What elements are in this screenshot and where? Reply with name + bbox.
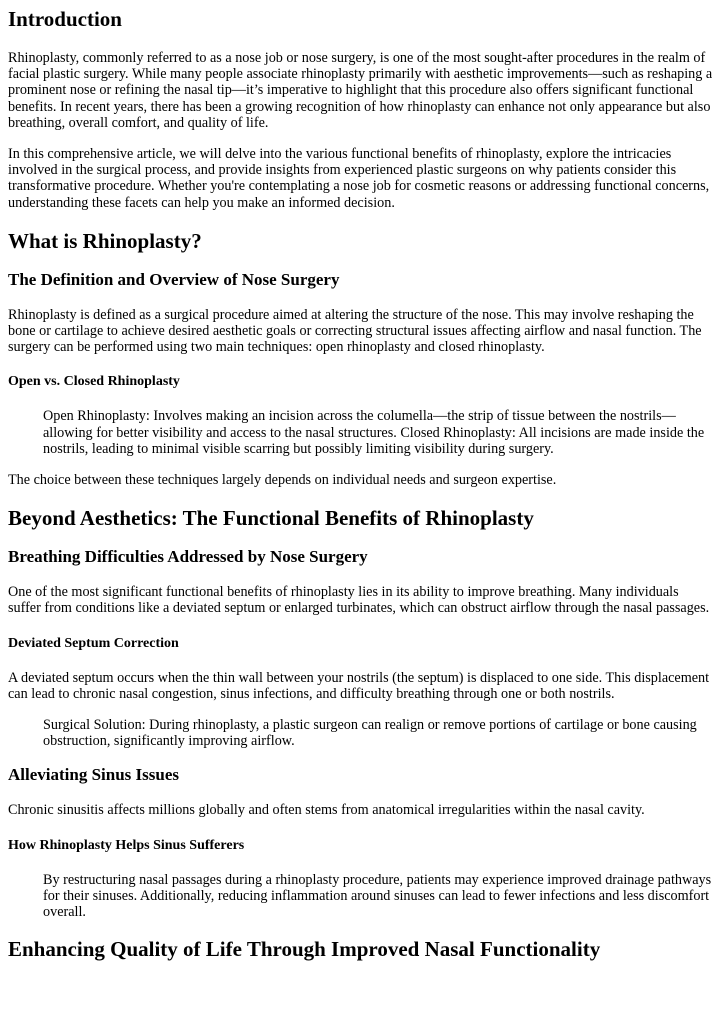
definition-paragraph: Rhinoplasty is defined as a surgical procedure aimed at altering the structure of the nose. This may involve reshaping the bone or cartilage to achieve desired aesthetic goals or correcting structural issues affecting airflow and nasal function. The surgery can be performed using two main techniques: open rhinoplasty and closed rhinoplasty. [8,306,702,356]
heading-deviated-septum: Deviated Septum Correction [8,635,179,651]
heading-quality-of-life: Enhancing Quality of Life Through Improved Nasal Functionality [8,937,601,962]
heading-definition: The Definition and Overview of Nose Surgery [8,269,340,289]
heading-breathing: Breathing Difficulties Addressed by Nose Surgery [8,547,368,567]
heading-beyond-aesthetics: Beyond Aesthetics: The Functional Benefits of Rhinoplasty [8,506,534,531]
article [0,7,720,961]
choice-paragraph: The choice between these techniques largely depends on individual needs and surgeon expertise. [8,472,557,489]
sinus-help-quote: By restructuring nasal passages during a rhinoplasty procedure, patients may experience improved drainage pathways for their sinuses. Additionally, reducing inflammation around sinuses can lead to fewer infections and less discomfort overall. [43,871,712,921]
intro-paragraph-2: In this comprehensive article, we will delve into the various functional benefits of rhinoplasty, explore the intricacies involved in the surgical process, and provide insights from experienced plastic surgeons on why patients consider this transformative procedure. Whether you're contemplating a nose job for cosmetic reasons or addressing functional concerns, understanding these facets can help you make an informed decision. [8,146,710,211]
septum-quote: Surgical Solution: During rhinoplasty, a plastic surgeon can realign or remove portions of cartilage or bone causing obstruction, significantly improving airflow. [43,717,697,750]
sinus-paragraph: Chronic sinusitis affects millions globally and often stems from anatomical irregularities within the nasal cavity. [8,802,645,819]
intro-paragraph-1: Rhinoplasty, commonly referred to as a nose job or nose surgery, is one of the most sought-after procedures in the realm of facial plastic surgery. While many people associate rhinoplasty primarily with aesthetic improvements—such as reshaping a prominent nose or refining the nasal tip—it’s imperative to highlight that this procedure also offers significant functional benefits. In recent years, there has been a growing recognition of how rhinoplasty can enhance not only appearance but also breathing, overall comfort, and quality of life. [8,50,713,131]
open-closed-quote: Open Rhinoplasty: Involves making an incision across the columella—the strip of tissue between the nostrils—allowing for better visibility and access to the nasal structures. Closed Rhinoplasty: All incisions are made inside the nostrils, leading to minimal visible scarring but possibly limiting visibility during surgery. [43,408,705,457]
heading-what-is-rhinoplasty: What is Rhinoplasty? [8,228,202,253]
septum-paragraph: A deviated septum occurs when the thin wall between your nostrils (the septum) is displaced to one side. This displacement can lead to chronic nasal congestion, sinus infections, and difficulty breathing through one or both nostrils. [8,669,710,702]
heading-sinus-help: How Rhinoplasty Helps Sinus Sufferers [8,837,245,853]
breathing-paragraph: One of the most significant functional benefits of rhinoplasty lies in its ability to improve breathing. Many individuals suffer from conditions like a deviated septum or enlarged turbinates, which can obstruct airflow through the nasal passages. [8,584,710,617]
heading-open-vs-closed: Open vs. Closed Rhinoplasty [8,374,180,390]
heading-introduction: Introduction [8,7,122,31]
heading-sinus-issues: Alleviating Sinus Issues [8,765,179,785]
